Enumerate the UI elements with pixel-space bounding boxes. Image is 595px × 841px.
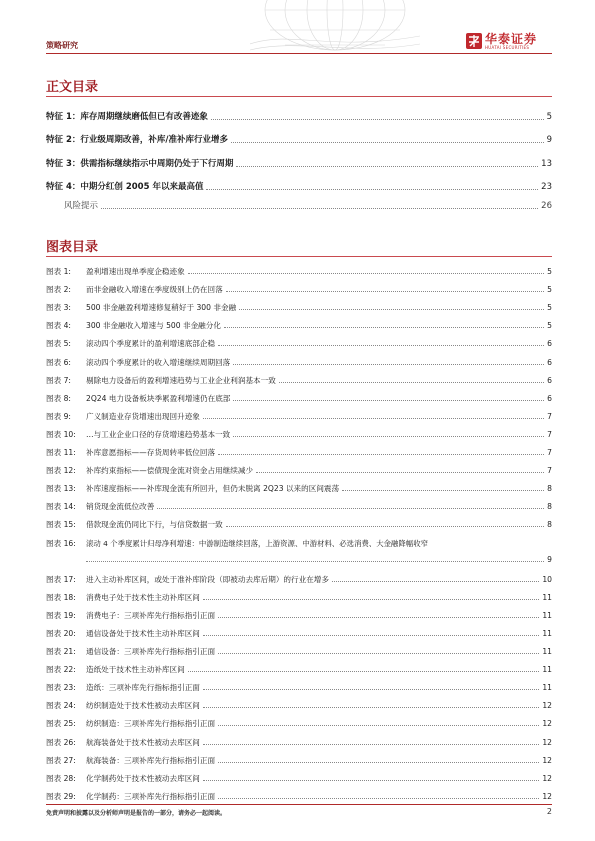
figure-number: 图表 21: [46, 647, 76, 656]
dot-leader [218, 454, 544, 455]
figure-page: 5 [547, 321, 552, 331]
figure-list-item[interactable] [46, 663, 552, 674]
figure-caption: 造纸：三项补库先行指标指引正面 [86, 683, 200, 693]
figure-number: 图表 9: [46, 411, 71, 421]
figure-caption: 通信设备处于技术性主动补库区间 [86, 628, 200, 638]
figure-list-item[interactable] [46, 319, 552, 330]
dot-leader [218, 345, 544, 346]
figure-number: 图表 24: [46, 701, 76, 711]
figure-list-item[interactable] [46, 736, 552, 747]
toc-item-page: 5 [546, 112, 552, 122]
figure-page: 12 [542, 701, 552, 711]
figure-number: 图表 29: [46, 791, 76, 801]
figure-caption: 500 非金融盈利增速修复稍好于 300 非金融 [86, 303, 237, 313]
figure-list-item-continuation [86, 553, 552, 564]
figure-list-item[interactable] [46, 428, 552, 439]
figure-number: 图表 6: [46, 357, 71, 367]
dot-leader [233, 364, 544, 365]
figure-page: 6 [547, 375, 552, 385]
dot-leader [203, 635, 539, 636]
figure-list-item[interactable] [46, 717, 552, 728]
figure-list-item[interactable] [46, 374, 552, 385]
figure-caption: 盈利增速出现单季度企稳迹象 [86, 267, 185, 276]
dot-leader [157, 508, 544, 509]
dot-leader [203, 707, 539, 708]
dot-leader [211, 119, 544, 120]
figure-caption: 化学制药：三项补库先行指标指引正面 [86, 791, 216, 801]
dot-leader [239, 309, 544, 310]
figure-page: 6 [547, 393, 552, 403]
page-number: 2 [546, 807, 552, 816]
figure-caption: 滚动 4 个季度累计归母净利增速：中游制造继续回落，上游资源、中游材料、必选消费、大金融降幅收窄 [86, 538, 428, 548]
figure-list-item[interactable] [46, 772, 552, 783]
figure-caption: 广义制造业存货增速出现回升迹象 [86, 411, 200, 421]
figure-list-item[interactable] [46, 609, 552, 620]
toc-item-page: 13 [541, 159, 552, 169]
figure-list-item[interactable] [46, 754, 552, 765]
figure-caption: 进入主动补库区间，或处于准补库阶段（即被动去库后期）的行业在增多 [86, 574, 329, 584]
figure-list-item[interactable] [46, 265, 552, 276]
figure-list-item[interactable] [46, 392, 552, 403]
figure-page: 11 [542, 610, 552, 620]
toc-item-page: 26 [541, 201, 552, 211]
figure-number: 图表 25: [46, 719, 76, 729]
figure-page: 12 [542, 737, 552, 747]
figure-caption: 销货现金流低位改善 [86, 502, 155, 512]
figure-number: 图表 3: [46, 303, 71, 313]
figure-number: 图表 17: [46, 574, 76, 584]
figure-page: 11 [542, 665, 552, 675]
figure-page: 12 [542, 791, 552, 801]
figure-caption: 造纸处于技术性主动补库区间 [86, 665, 185, 675]
dot-leader [224, 327, 544, 328]
dot-leader [203, 744, 539, 745]
figure-caption: 纺织制造处于技术性被动去库区间 [86, 701, 200, 711]
figure-list-item[interactable] [46, 645, 552, 656]
dot-leader [226, 291, 544, 292]
figure-caption: 通信设备：三项补库先行指标指引正面 [86, 647, 216, 656]
figure-page: 5 [547, 303, 552, 313]
figure-list-item[interactable] [46, 790, 552, 801]
figure-caption: 补库速度指标——补库现金流有所回升，但仍未脱离 2Q23 以来的区间震荡 [86, 484, 340, 494]
dot-leader [231, 142, 544, 143]
dot-leader [218, 798, 539, 799]
figure-caption: 消费电子：三项补库先行指标指引正面 [86, 610, 216, 620]
figure-number: 图表 5: [46, 339, 71, 349]
figure-number: 图表 26: [46, 737, 76, 747]
figure-number: 图表 16: [46, 538, 76, 548]
figure-list-item[interactable] [46, 446, 552, 457]
dot-leader [203, 418, 544, 419]
dot-leader [233, 436, 544, 437]
dot-leader [342, 490, 544, 491]
dot-leader [218, 653, 539, 654]
figure-page: 12 [542, 755, 552, 765]
figure-caption: 航海装备处于技术性被动去库区间 [86, 737, 200, 747]
figure-number: 图表 7: [46, 375, 71, 385]
figure-page: 12 [542, 719, 552, 729]
toc-item[interactable] [46, 110, 552, 122]
figures-title-rule [46, 256, 552, 257]
toc-item-label: 风险提示 [64, 201, 99, 211]
figure-page: 9 [547, 554, 552, 564]
figure-number: 图表 2: [46, 285, 71, 295]
dot-leader [188, 671, 540, 672]
toc-item[interactable] [64, 199, 552, 211]
figure-caption: 纺织制造：三项补库先行指标指引正面 [86, 719, 216, 729]
dot-leader [218, 762, 539, 763]
figure-page: 5 [547, 267, 552, 276]
figure-number: 图表 13: [46, 484, 76, 494]
toc-item[interactable] [46, 157, 552, 169]
figure-list-item[interactable] [46, 301, 552, 312]
figure-list-item[interactable] [46, 627, 552, 638]
huatai-logo-icon [466, 33, 482, 49]
dot-leader [279, 382, 544, 383]
figure-caption: 补库意愿指标——存货周转率低位回落 [86, 448, 216, 457]
figure-number: 图表 27: [46, 755, 76, 765]
figure-list-item[interactable] [46, 681, 552, 692]
figure-number: 图表 18: [46, 592, 76, 602]
figure-caption: 滚动四个季度累计的收入增速继续周期回落 [86, 357, 231, 367]
dot-leader [86, 561, 544, 562]
figure-page: 7 [547, 429, 552, 439]
figure-list-item[interactable] [46, 464, 552, 475]
figure-number: 图表 23: [46, 683, 76, 693]
dot-leader [226, 526, 544, 527]
figure-list-item[interactable] [46, 283, 552, 294]
figure-page: 6 [547, 339, 552, 349]
dot-leader [203, 689, 539, 690]
figure-list-item[interactable] [46, 699, 552, 710]
figure-number: 图表 8: [46, 393, 71, 403]
figure-page: 7 [547, 448, 552, 457]
footer-rule [46, 804, 552, 805]
globe-watermark-icon [250, 0, 420, 52]
dot-leader [218, 725, 539, 726]
figure-page: 5 [547, 285, 552, 295]
figure-page: 8 [547, 502, 552, 512]
figures-title: 图表目录 [46, 240, 99, 255]
page-header [0, 0, 595, 60]
figure-page: 7 [547, 466, 552, 476]
brand-name-en: HUATAI SECURITIES [485, 44, 530, 50]
figure-number: 图表 15: [46, 520, 76, 530]
dot-leader [206, 189, 538, 190]
figure-caption: 剔除电力设备后的盈利增速趋势与工业企业利润基本一致 [86, 375, 276, 385]
dot-leader [233, 400, 544, 401]
figure-caption: 滚动四个季度累计的盈利增速底部企稳 [86, 339, 216, 349]
figure-list-item[interactable] [46, 337, 552, 348]
figure-list-item[interactable] [46, 573, 552, 584]
figure-list-item[interactable] [46, 537, 552, 548]
figure-number: 图表 28: [46, 773, 76, 783]
figure-list-item[interactable] [46, 482, 552, 493]
toc-item-page: 23 [541, 182, 552, 192]
figure-number: 图表 22: [46, 665, 76, 675]
dot-leader [203, 780, 539, 781]
figure-number: 图表 4: [46, 321, 71, 331]
toc-item[interactable] [46, 133, 552, 145]
header-rule [46, 53, 552, 54]
footer-disclaimer: 免责声明和披露以及分析师声明是报告的一部分，请务必一起阅读。 [46, 810, 227, 817]
figure-page: 11 [542, 592, 552, 602]
figure-page: 10 [542, 574, 552, 584]
figure-caption: 而非金融收入增速在季度级别上仍在回落 [86, 285, 223, 295]
dot-leader [101, 208, 538, 209]
figure-page: 11 [542, 628, 552, 638]
figure-caption: 2Q24 电力设备板块季累盈利增速仍在底部 [86, 393, 231, 403]
toc-item[interactable] [46, 180, 552, 192]
figure-caption: 300 非金融收入增速与 500 非金融分化 [86, 321, 221, 331]
toc-title-rule [46, 96, 552, 97]
toc-item-label: 特征 2：行业级周期改善，补库/准补库行业增多 [46, 135, 228, 145]
figure-number: 图表 10: [46, 429, 76, 439]
brand-name-cn: 华泰证券 [485, 31, 538, 46]
figure-caption: …与工业企业口径的存货增速趋势基本一致 [86, 429, 231, 439]
toc-item-page: 9 [546, 135, 552, 145]
figure-caption: 补库约束指标——偿债现金流对资金占用继续减少 [86, 466, 254, 476]
figure-number: 图表 12: [46, 466, 76, 476]
toc-item-label: 特征 1：库存周期继续磨低但已有改善迹象 [46, 112, 208, 122]
dot-leader [332, 581, 539, 582]
figure-page: 8 [547, 520, 552, 530]
figure-page: 11 [542, 683, 552, 693]
figure-list-item[interactable] [46, 410, 552, 421]
dot-leader [218, 617, 539, 618]
dot-leader [188, 273, 544, 274]
figure-page: 12 [542, 773, 552, 783]
figure-page: 7 [547, 411, 552, 421]
toc-item-label: 特征 3：供需指标继续指示中周期仍处于下行周期 [46, 159, 234, 169]
figure-page: 6 [547, 357, 552, 367]
dot-leader [203, 599, 539, 600]
figure-caption: 借款现金流仍同比下行，与信贷数据一致 [86, 520, 223, 530]
figure-page: 8 [547, 484, 552, 494]
figure-number: 图表 19: [46, 610, 76, 620]
figure-caption: 航海装备：三项补库先行指标指引正面 [86, 755, 216, 765]
figure-number: 图表 14: [46, 502, 76, 512]
dot-leader [236, 166, 538, 167]
toc-title: 正文目录 [46, 80, 99, 95]
figure-list-item[interactable] [46, 500, 552, 511]
figure-caption: 化学制药处于技术性被动去库区间 [86, 773, 200, 783]
figure-list-item[interactable] [46, 591, 552, 602]
brand-logo [466, 33, 537, 49]
toc-item-label: 特征 4：中期分红创 2005 年以来最高值 [46, 182, 204, 192]
figure-page: 11 [542, 647, 552, 656]
figure-number: 图表 20: [46, 628, 76, 638]
figure-caption: 消费电子处于技术性主动补库区间 [86, 592, 200, 602]
figure-number: 图表 11: [46, 448, 76, 457]
figure-list-item[interactable] [46, 518, 552, 529]
section-label: 策略研究 [46, 41, 78, 50]
figure-list-item[interactable] [46, 356, 552, 367]
dot-leader [256, 472, 544, 473]
figure-number: 图表 1: [46, 267, 71, 276]
